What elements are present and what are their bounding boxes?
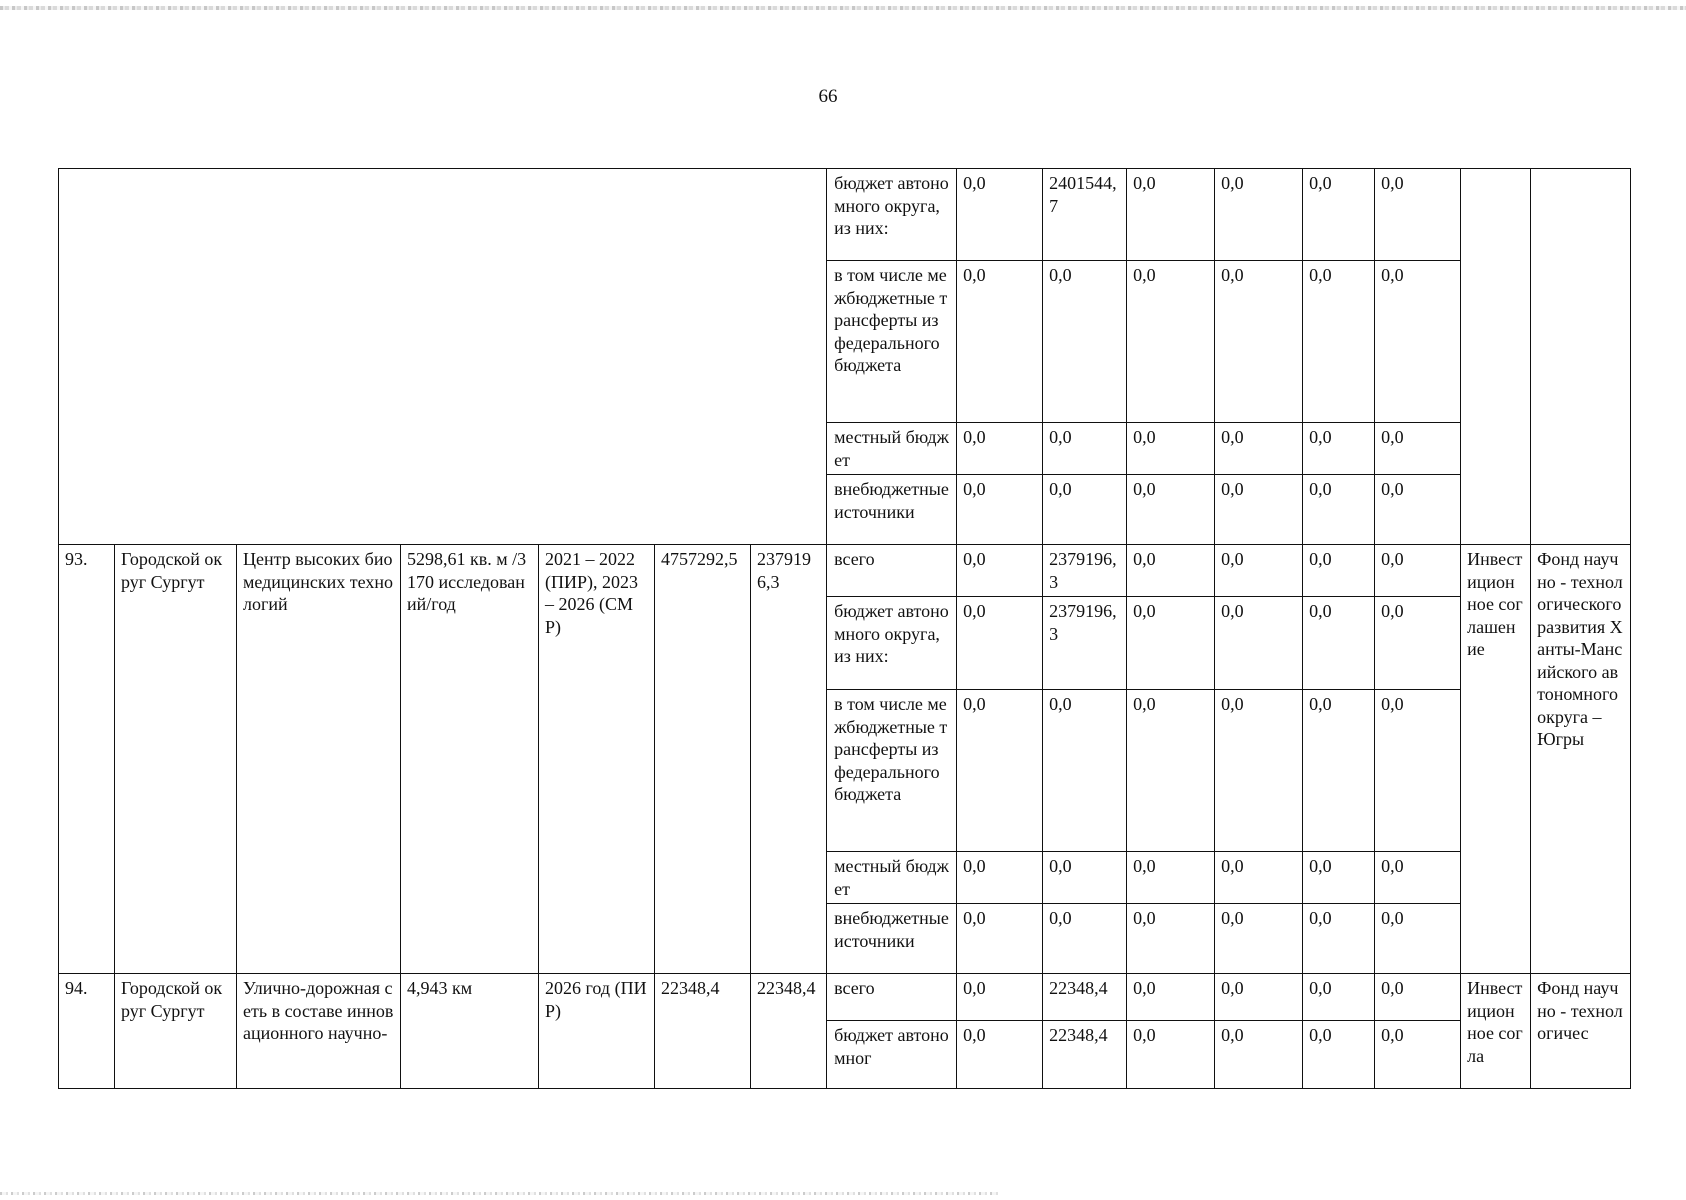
- value-cell: 0,0: [1127, 475, 1215, 545]
- value-cell: 0,0: [1127, 904, 1215, 974]
- cost-cell: 22348,4: [655, 974, 751, 1089]
- value-cell: 0,0: [1215, 690, 1303, 852]
- scan-artifact-bottom: [0, 1192, 1000, 1195]
- value-cell: 0,0: [1043, 475, 1127, 545]
- value-cell: 22348,4: [1043, 1021, 1127, 1089]
- source-cell: всего: [827, 974, 957, 1021]
- value-cell: 0,0: [1215, 852, 1303, 904]
- value-cell: 0,0: [1043, 852, 1127, 904]
- value-cell: 0,0: [1215, 261, 1303, 423]
- customer-cell: Фонд научно - технологического развития Ханты-Мансийского автономного округа – Югры: [1531, 545, 1631, 974]
- value-cell: 0,0: [957, 904, 1043, 974]
- source-cell: внебюджетные источники: [827, 475, 957, 545]
- value-cell: 2401544,7: [1043, 169, 1127, 261]
- value-cell: 0,0: [1303, 423, 1375, 475]
- source-cell: в том числе межбюджетные трансферты из федерального бюджета: [827, 690, 957, 852]
- value-cell: 22348,4: [1043, 974, 1127, 1021]
- mechanism-cell-continued: [1461, 169, 1531, 545]
- continuation-blank-area: [59, 169, 827, 545]
- mechanism-cell: Инвестиционное согла: [1461, 974, 1531, 1089]
- source-cell: бюджет автономного округа, из них:: [827, 169, 957, 261]
- object-name-cell: Центр высоких биомедицинских технологий: [237, 545, 401, 974]
- value-cell: 0,0: [1127, 261, 1215, 423]
- value-cell: 0,0: [957, 545, 1043, 597]
- municipality-cell: Городской округ Сургут: [115, 974, 237, 1089]
- value-cell: 0,0: [1375, 169, 1461, 261]
- value-cell: 0,0: [1043, 690, 1127, 852]
- project-number: 94.: [59, 974, 115, 1089]
- value-cell: 0,0: [1127, 545, 1215, 597]
- value-cell: 0,0: [1375, 690, 1461, 852]
- value-cell: 0,0: [1127, 169, 1215, 261]
- value-cell: 0,0: [957, 169, 1043, 261]
- value-cell: 0,0: [957, 974, 1043, 1021]
- value-cell: 0,0: [957, 852, 1043, 904]
- value-cell: 0,0: [1375, 261, 1461, 423]
- value-cell: 0,0: [1375, 545, 1461, 597]
- value-cell: 0,0: [1127, 690, 1215, 852]
- value-cell: 0,0: [1375, 1021, 1461, 1089]
- value-cell: 0,0: [1215, 545, 1303, 597]
- value-cell: 0,0: [1375, 904, 1461, 974]
- value-cell: 0,0: [1127, 852, 1215, 904]
- value-cell: 0,0: [1303, 690, 1375, 852]
- value-cell: 0,0: [1127, 423, 1215, 475]
- value-cell: 0,0: [1375, 423, 1461, 475]
- value-cell: 0,0: [1375, 475, 1461, 545]
- value-cell: 0,0: [1303, 597, 1375, 690]
- municipality-cell: Городской округ Сургут: [115, 545, 237, 974]
- value-cell: 0,0: [957, 597, 1043, 690]
- value-cell: 0,0: [1303, 169, 1375, 261]
- value-cell: 0,0: [957, 423, 1043, 475]
- value-cell: 0,0: [1215, 169, 1303, 261]
- table-row: [59, 974, 1631, 1021]
- value-cell: 2379196,3: [1043, 545, 1127, 597]
- scan-artifact-top: [0, 6, 1686, 10]
- value-cell: 0,0: [1043, 261, 1127, 423]
- value-cell: 0,0: [1215, 597, 1303, 690]
- budget-table: [58, 168, 1631, 1089]
- value-cell: 0,0: [1127, 597, 1215, 690]
- source-cell: в том числе межбюджетные трансферты из федерального бюджета: [827, 261, 957, 423]
- value-cell: 0,0: [1375, 852, 1461, 904]
- source-cell: местный бюджет: [827, 852, 957, 904]
- period-cell: 2026 год (ПИР): [539, 974, 655, 1089]
- remaining-cost-cell: 22348,4: [751, 974, 827, 1089]
- capacity-cell: 4,943 км: [401, 974, 539, 1089]
- value-cell: 0,0: [1375, 974, 1461, 1021]
- value-cell: 0,0: [1215, 1021, 1303, 1089]
- value-cell: 0,0: [1127, 1021, 1215, 1089]
- value-cell: 0,0: [1043, 904, 1127, 974]
- value-cell: 0,0: [1303, 904, 1375, 974]
- customer-cell-continued: [1531, 169, 1631, 545]
- value-cell: 0,0: [1215, 423, 1303, 475]
- value-cell: 0,0: [957, 1021, 1043, 1089]
- value-cell: 0,0: [1043, 423, 1127, 475]
- source-cell: всего: [827, 545, 957, 597]
- value-cell: 0,0: [957, 261, 1043, 423]
- customer-cell: Фонд научно - технологичес: [1531, 974, 1631, 1089]
- capacity-cell: 5298,61 кв. м /3170 исследований/год: [401, 545, 539, 974]
- source-cell: бюджет автономного округа, из них:: [827, 597, 957, 690]
- value-cell: 0,0: [1215, 904, 1303, 974]
- value-cell: 0,0: [1303, 261, 1375, 423]
- project-number: 93.: [59, 545, 115, 974]
- remaining-cost-cell: 2379196,3: [751, 545, 827, 974]
- value-cell: 0,0: [1127, 974, 1215, 1021]
- mechanism-cell: Инвестиционное соглашение: [1461, 545, 1531, 974]
- period-cell: 2021 – 2022 (ПИР), 2023 – 2026 (СМР): [539, 545, 655, 974]
- value-cell: 2379196,3: [1043, 597, 1127, 690]
- source-cell: местный бюджет: [827, 423, 957, 475]
- cost-cell: 4757292,5: [655, 545, 751, 974]
- value-cell: 0,0: [1303, 1021, 1375, 1089]
- value-cell: 0,0: [1303, 974, 1375, 1021]
- table-row: [59, 169, 1631, 261]
- value-cell: 0,0: [1303, 545, 1375, 597]
- value-cell: 0,0: [1375, 597, 1461, 690]
- object-name-cell: Улично-дорожная сеть в составе инновационного научно-: [237, 974, 401, 1089]
- source-cell: внебюджетные источники: [827, 904, 957, 974]
- value-cell: 0,0: [1303, 475, 1375, 545]
- value-cell: 0,0: [1303, 852, 1375, 904]
- value-cell: 0,0: [957, 690, 1043, 852]
- page-number: 66: [818, 86, 838, 107]
- value-cell: 0,0: [1215, 475, 1303, 545]
- table-row: [59, 545, 1631, 597]
- source-cell: бюджет автономног: [827, 1021, 957, 1089]
- value-cell: 0,0: [1215, 974, 1303, 1021]
- value-cell: 0,0: [957, 475, 1043, 545]
